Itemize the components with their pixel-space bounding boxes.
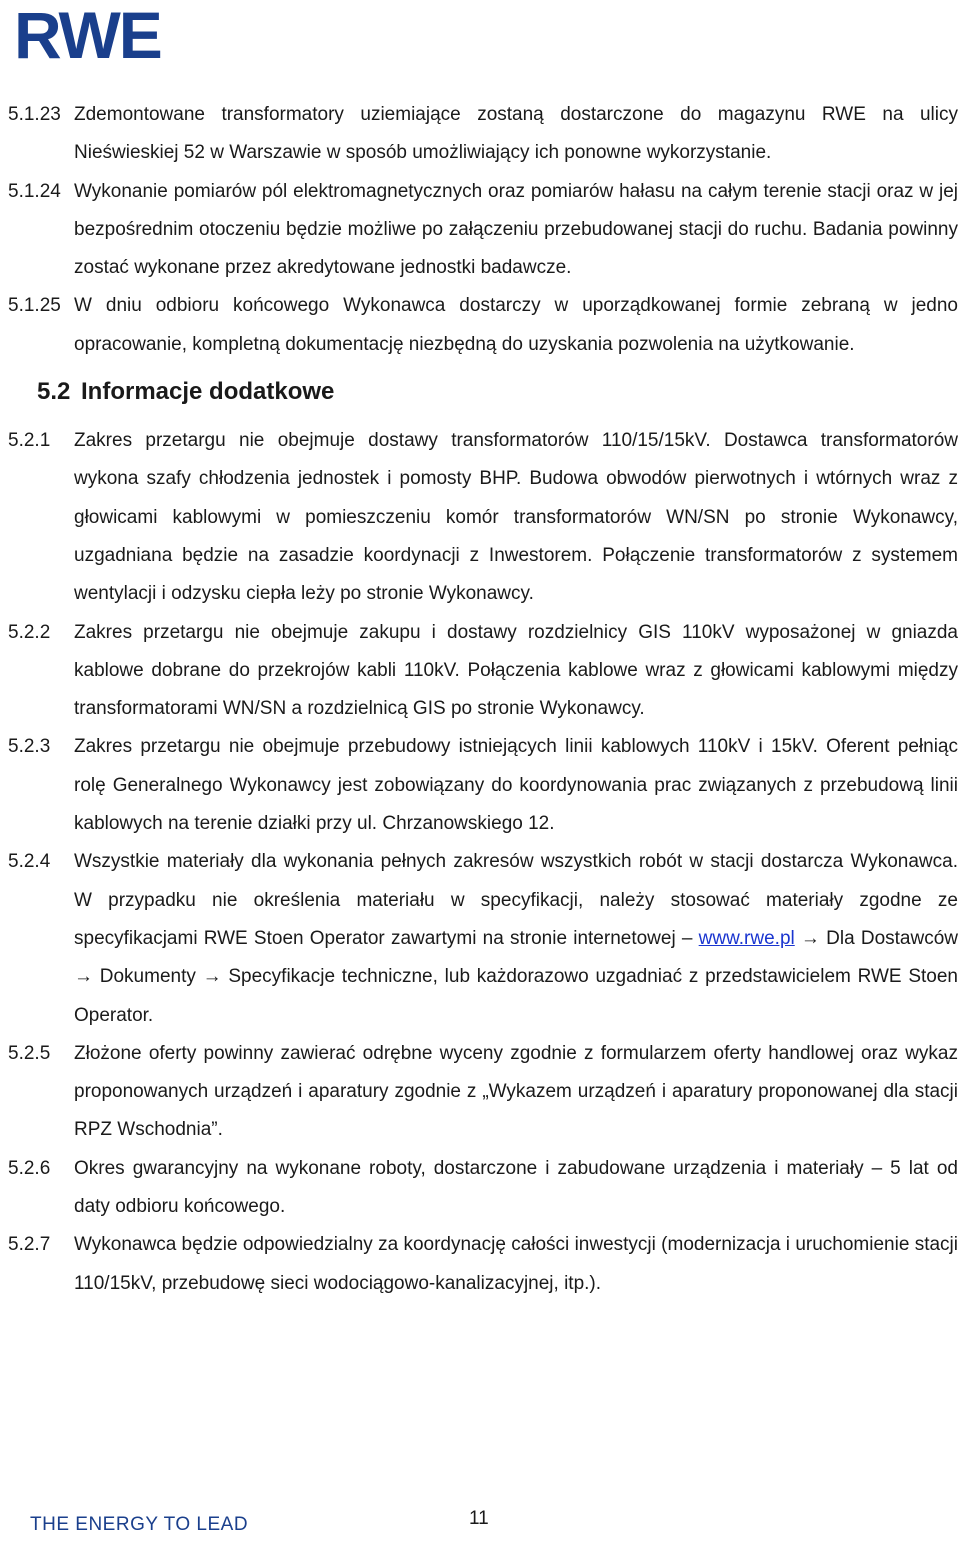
section-text: Zdemontowane transformatory uziemiające zostaną dostarczone do magazynu RWE na ulicy Nieświeskiej 52 w Warszawie w sposób umożliwiający ich ponowne wykorzystanie. <box>74 104 958 164</box>
item-text <box>74 843 958 1034</box>
item-number: 5.2.3 <box>8 736 51 758</box>
item-text: Zakres przetargu nie obejmuje dostawy transformatorów 110/15/15kV. Dostawca transformatorów wykona szafy chłodzenia jednostek i pomosty BHP. Budowa obwodów pierwotnych i wtórnych wraz z głowicami kablowymi w pomieszczeniu komór transformatorów WN/SN po stronie Wykonawcy, uzgadniana będzie na zasadzie koordynacji z Inwestorem. Połączenie transformatorów z systemem wentylacji i odzysku ciepła leży po stronie Wykonawcy. <box>74 430 958 605</box>
item-5-2-7 <box>8 1226 958 1303</box>
item-5-2-1 <box>8 422 958 613</box>
heading-title: Informacje dodatkowe <box>81 378 335 406</box>
item-number: 5.2.1 <box>8 430 51 452</box>
rwe-logo <box>14 4 174 74</box>
item-5-2-3 <box>8 728 958 843</box>
section-text: Wykonanie pomiarów pól elektromagnetycznych oraz pomiarów hałasu na całym terenie stacji oraz w jej bezpośrednim otoczeniu będzie możliwe po załączeniu przebudowanej stacji do ruchu. Badania powinny zostać wykonane przez akredytowane jednostki badawcze. <box>74 180 958 279</box>
section-number: 5.1.25 <box>8 295 61 317</box>
item-5-2-6 <box>8 1150 958 1227</box>
page-number: 11 <box>469 1508 489 1529</box>
item-number: 5.2.6 <box>8 1157 51 1179</box>
item-number: 5.2.5 <box>8 1042 51 1064</box>
section-5-1-25 <box>8 287 958 364</box>
section-number: 5.1.24 <box>8 180 61 202</box>
item-text: Wykonawca będzie odpowiedzialny za koordynację całości inwestycji (modernizacja i uruchomienie stacji 110/15kV, przebudowę sieci wodociągowo-kanalizacyjnej, itp.). <box>74 1234 958 1294</box>
svg-text:RWE: RWE <box>14 4 161 72</box>
item-number: 5.2.7 <box>8 1234 51 1256</box>
item-number: 5.2.4 <box>8 851 51 873</box>
section-text: W dniu odbioru końcowego Wykonawca dostarczy w uporządkowanej formie zebraną w jedno opracowanie, kompletną dokumentację niezbędną do uzyskania pozwolenia na użytkowanie. <box>74 295 958 355</box>
item-text: Zakres przetargu nie obejmuje zakupu i dostawy rozdzielnicy GIS 110kV wyposażonej w gniazda kablowe dobrane do przekrojów kabli 110kV. Połączenia kablowe wraz z głowicami kablowymi między transformatorami WN/SN a rozdzielnicą GIS po stronie Wykonawcy. <box>74 621 958 720</box>
item-text: Złożone oferty powinny zawierać odrębne wyceny zgodnie z formularzem oferty handlowej oraz wykaz proponowanych urządzeń i aparatury zgodnie z „Wykazem urządzeń i aparatury proponowanej dla stacji RPZ Wschodnia”. <box>74 1042 958 1141</box>
item-5-2-5 <box>8 1035 958 1150</box>
item-text: Okres gwarancyjny na wykonane roboty, dostarczone i zabudowane urządzenia i materiały – 5 lat od daty odbioru końcowego. <box>74 1157 958 1218</box>
section-5-1-24 <box>8 173 958 288</box>
heading-number: 5.2 <box>37 378 71 406</box>
item-text-after-link: → Dla Dostawców → Dokumenty → Specyfikacje techniczne, lub każdorazowo uzgadniać z przedstawicielem RWE Stoen Operator. <box>74 927 958 1026</box>
document-body <box>8 96 958 1303</box>
section-5-1-23 <box>8 96 958 173</box>
rwe-website-link[interactable]: www.rwe.pl <box>698 927 795 949</box>
section-number: 5.1.23 <box>8 104 61 125</box>
item-5-2-4 <box>8 843 958 1034</box>
footer-tagline: THE ENERGY TO LEAD <box>30 1514 249 1535</box>
item-5-2-2 <box>8 614 958 729</box>
item-text: Zakres przetargu nie obejmuje przebudowy istniejących linii kablowych 110kV i 15kV. Oferent pełniąc rolę Generalnego Wykonawcy jest zobowiązany do koordynowania prac związanych z przebudową linii kablowych na terenie działki przy ul. Chrzanowskiego 12. <box>74 736 958 835</box>
section-heading <box>37 372 958 412</box>
item-number: 5.2.2 <box>8 621 51 643</box>
item-text-before-link: Wszystkie materiały dla wykonania pełnych zakresów wszystkich robót w stacji dostarcza Wykonawca. W przypadku nie określenia materiału w specyfikacji, należy stosować materiały zgodne ze specyfikacjami RWE Stoen Operator zawartymi na stronie internetowej – <box>74 851 958 949</box>
